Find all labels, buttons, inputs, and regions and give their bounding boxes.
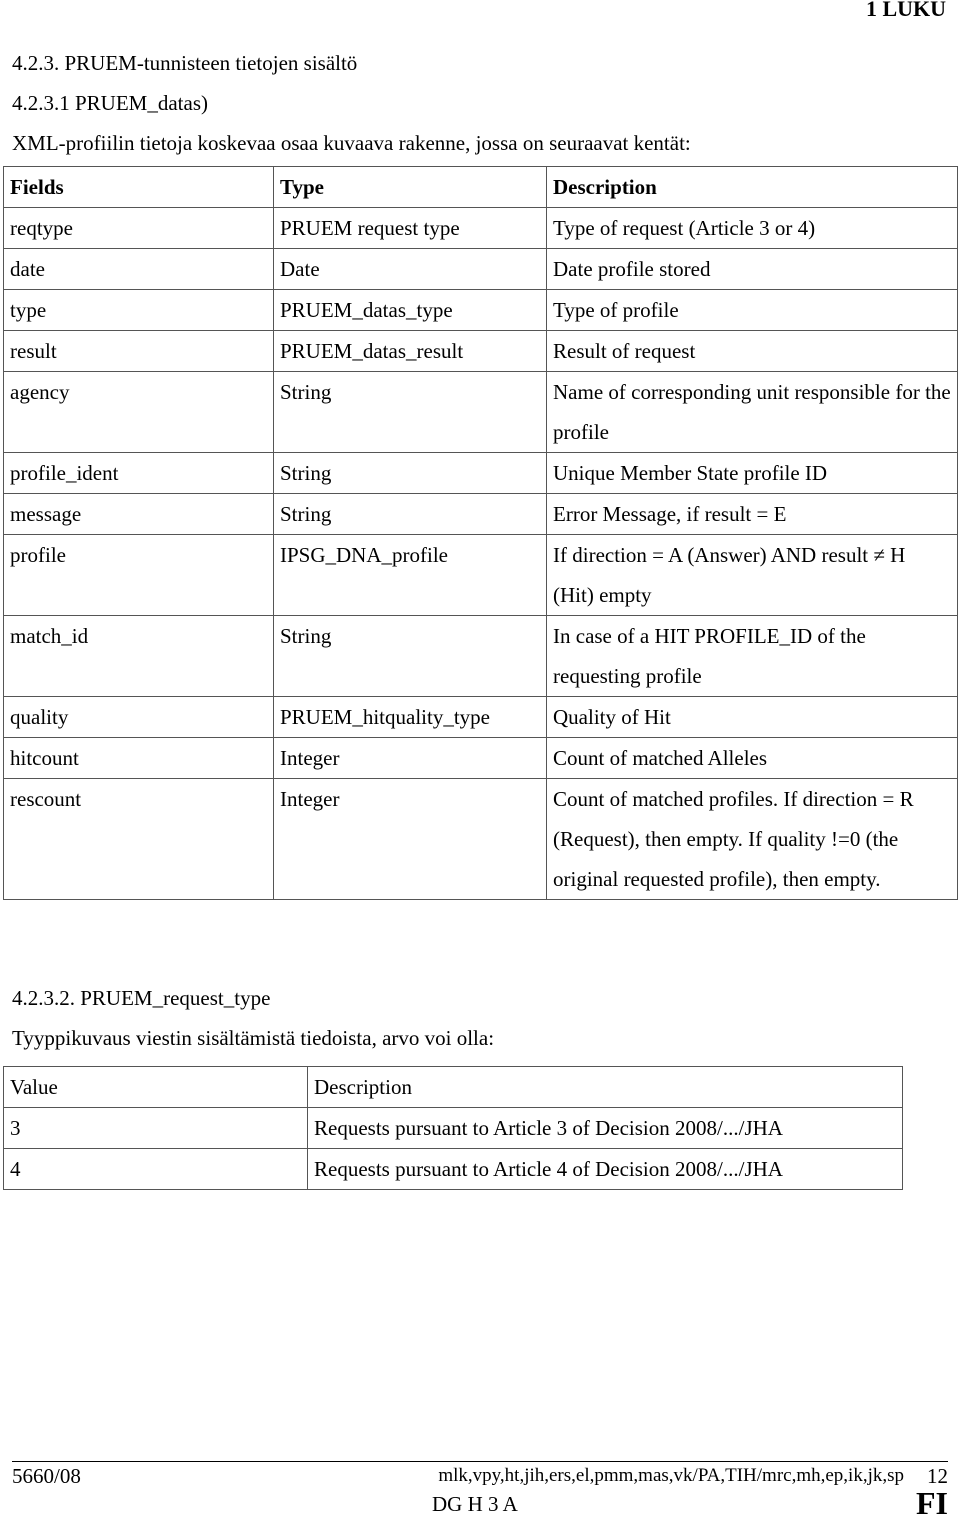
- type-cell: IPSG_DNA_profile: [274, 535, 547, 616]
- table-row: [4, 697, 958, 738]
- description-cell: If direction = A (Answer) AND result ≠ H (Hit) empty: [547, 535, 958, 616]
- field-cell: result: [4, 331, 274, 372]
- type-cell: String: [274, 453, 547, 494]
- table-row: [4, 494, 958, 535]
- table-row: [4, 331, 958, 372]
- footer-document-number: 5660/08: [12, 1464, 81, 1488]
- field-cell: match_id: [4, 616, 274, 697]
- section2-heading: 4.2.3.2. PRUEM_request_type: [12, 986, 271, 1010]
- field-cell: date: [4, 249, 274, 290]
- table-row: [4, 453, 958, 494]
- type-cell: PRUEM_datas_result: [274, 331, 547, 372]
- chapter-label: 1 LUKU: [865, 0, 946, 21]
- field-cell: quality: [4, 697, 274, 738]
- footer-page-number: 12: [927, 1464, 948, 1488]
- description-cell: Name of corresponding unit responsible for the profile: [547, 372, 958, 453]
- table-row: [4, 290, 958, 331]
- table-row: [4, 535, 958, 616]
- section-heading: 4.2.3. PRUEM-tunnisteen tietojen sisältö: [12, 51, 358, 75]
- description-cell: Date profile stored: [547, 249, 958, 290]
- description-cell: Count of matched Alleles: [547, 738, 958, 779]
- footer-divider: [12, 1461, 948, 1462]
- intro-text: XML-profiilin tietoja koskevaa osaa kuvaava rakenne, jossa on seuraavat kentät:: [12, 131, 691, 155]
- field-cell: type: [4, 290, 274, 331]
- table-row: [4, 249, 958, 290]
- table-row: [4, 1149, 903, 1190]
- table-header-row: [4, 1067, 903, 1108]
- table-row: [4, 372, 958, 453]
- column-header-description: Description: [308, 1067, 903, 1108]
- type-cell: Integer: [274, 779, 547, 900]
- table-row: [4, 779, 958, 900]
- type-cell: Date: [274, 249, 547, 290]
- description-cell: Requests pursuant to Article 3 of Decision 2008/.../JHA: [308, 1108, 903, 1149]
- subsection-heading: 4.2.3.1 PRUEM_datas): [12, 91, 208, 115]
- table-row: [4, 1108, 903, 1149]
- value-cell: 4: [4, 1149, 308, 1190]
- type-cell: PRUEM request type: [274, 208, 547, 249]
- footer-directorate: DG H 3 A: [432, 1492, 518, 1516]
- field-cell: profile: [4, 535, 274, 616]
- description-cell: Count of matched profiles. If direction = R (Request), then empty. If quality !=0 (the original requested profile), then empty.: [547, 779, 958, 900]
- field-cell: agency: [4, 372, 274, 453]
- description-cell: Quality of Hit: [547, 697, 958, 738]
- values-table-body: [4, 1108, 903, 1190]
- type-cell: String: [274, 494, 547, 535]
- field-cell: profile_ident: [4, 453, 274, 494]
- footer-language-code: FI: [916, 1485, 948, 1521]
- type-cell: String: [274, 616, 547, 697]
- footer-initials: mlk,vpy,ht,jih,ers,el,pmm,mas,vk/PA,TIH/mrc,mh,ep,ik,jk,sp: [438, 1465, 904, 1486]
- field-cell: rescount: [4, 779, 274, 900]
- column-header-type: Type: [274, 167, 547, 208]
- table-header-row: [4, 167, 958, 208]
- description-cell: Type of request (Article 3 or 4): [547, 208, 958, 249]
- column-header-fields: Fields: [4, 167, 274, 208]
- section2-intro: Tyyppikuvaus viestin sisältämistä tiedoista, arvo voi olla:: [12, 1026, 495, 1050]
- field-cell: hitcount: [4, 738, 274, 779]
- description-cell: Result of request: [547, 331, 958, 372]
- values-table: [3, 1066, 903, 1190]
- type-cell: PRUEM_datas_type: [274, 290, 547, 331]
- type-cell: PRUEM_hitquality_type: [274, 697, 547, 738]
- type-cell: Integer: [274, 738, 547, 779]
- description-cell: Error Message, if result = E: [547, 494, 958, 535]
- column-header-value: Value: [4, 1067, 308, 1108]
- table-row: [4, 616, 958, 697]
- table-row: [4, 738, 958, 779]
- fields-table: [3, 166, 958, 900]
- field-cell: reqtype: [4, 208, 274, 249]
- description-cell: Unique Member State profile ID: [547, 453, 958, 494]
- type-cell: String: [274, 372, 547, 453]
- fields-table-body: [4, 208, 958, 900]
- field-cell: message: [4, 494, 274, 535]
- description-cell: Type of profile: [547, 290, 958, 331]
- column-header-description: Description: [547, 167, 958, 208]
- description-cell: In case of a HIT PROFILE_ID of the requesting profile: [547, 616, 958, 697]
- table-row: [4, 208, 958, 249]
- value-cell: 3: [4, 1108, 308, 1149]
- description-cell: Requests pursuant to Article 4 of Decision 2008/.../JHA: [308, 1149, 903, 1190]
